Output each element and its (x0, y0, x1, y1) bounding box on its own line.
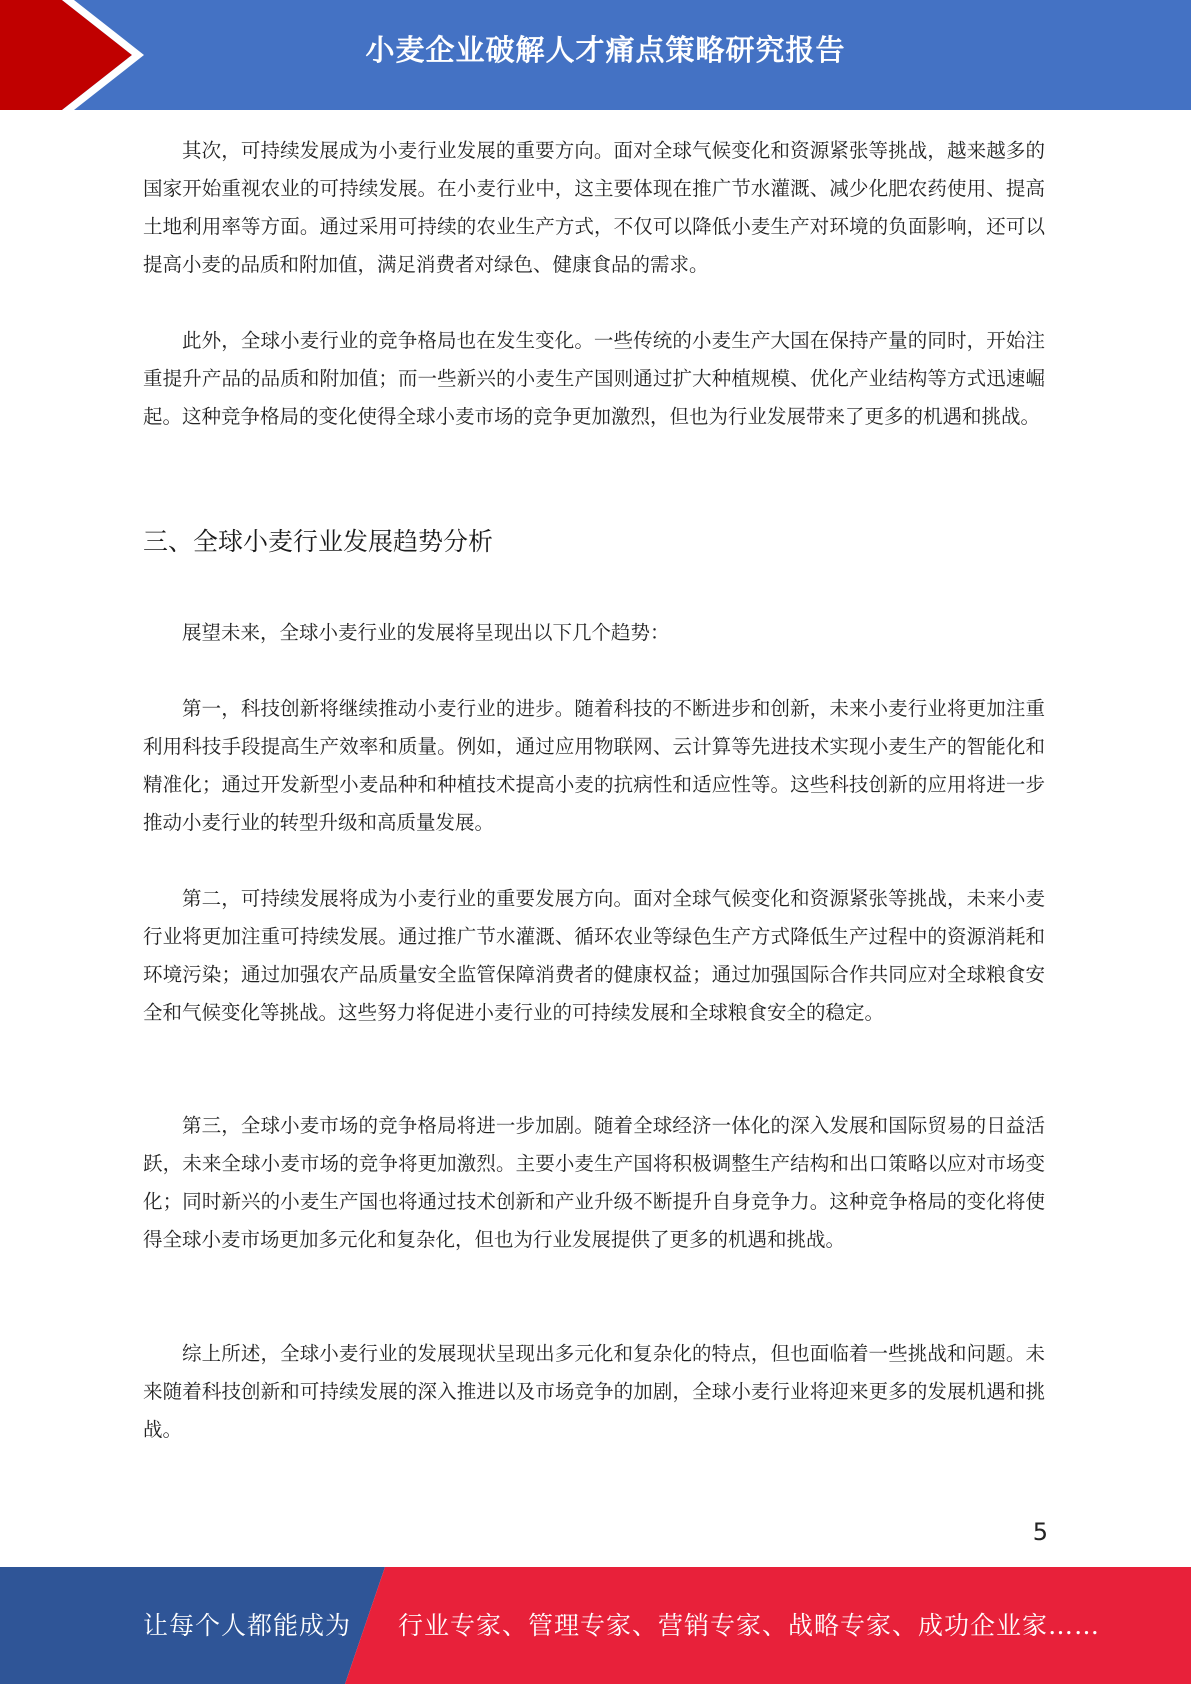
paragraph: 展望未来，全球小麦行业的发展将呈现出以下几个趋势： (182, 621, 670, 644)
page-footer (0, 1567, 1191, 1684)
paragraph: 第一，科技创新将继续推动小麦行业的进步。随着科技的不断进步和创新，未来小麦行业将更加注重利用科技手段提高生产效率和质量。例如，通过应用物联网、云计算等先进技术实现小麦生产的智能化和精准化；通过开发新型小麦品种和种植技术提高小麦的抗病性和适应性等。这些科技创新的应用将进一步推动小麦行业的转型升级和高质量发展。 (143, 697, 1045, 834)
page-number: 5 (1032, 1518, 1048, 1546)
section-heading: 三、全球小麦行业发展趋势分析 (143, 527, 494, 556)
paragraph: 第三，全球小麦市场的竞争格局将进一步加剧。随着全球经济一体化的深入发展和国际贸易的日益活跃，未来全球小麦市场的竞争将更加激烈。主要小麦生产国将积极调整生产结构和出口策略以应对市场变化；同时新兴的小麦生产国也将通过技术创新和产业升级不断提升自身竞争力。这种竞争格局的变化将使得全球小麦市场更加多元化和复杂化，但也为行业发展提供了更多的机遇和挑战。 (143, 1114, 1045, 1251)
page-header (0, 0, 1191, 110)
footer-slogan-left: 让每个人都能成为 (143, 1611, 352, 1640)
paragraph: 综上所述，全球小麦行业的发展现状呈现出多元化和复杂化的特点，但也面临着一些挑战和问题。未来随着科技创新和可持续发展的深入推进以及市场竞争的加剧，全球小麦行业将迎来更多的发展机遇和挑战。 (143, 1342, 1045, 1441)
paragraph: 第二，可持续发展将成为小麦行业的重要发展方向。面对全球气候变化和资源紧张等挑战，未来小麦行业将更加注重可持续发展。通过推广节水灌溉、循环农业等绿色生产方式降低生产过程中的资源消耗和环境污染；通过加强农产品质量安全监管保障消费者的健康权益；通过加强国际合作共同应对全球粮食安全和气候变化等挑战。这些努力将促进小麦行业的可持续发展和全球粮食安全的稳定。 (143, 887, 1045, 1024)
footer-slogan-right: 行业专家、管理专家、营销专家、战略专家、成功企业家…… (398, 1611, 1101, 1640)
report-title: 小麦企业破解人才痛点策略研究报告 (365, 33, 846, 67)
paragraph: 此外，全球小麦行业的竞争格局也在发生变化。一些传统的小麦生产大国在保持产量的同时，开始注重提升产品的品质和附加值；而一些新兴的小麦生产国则通过扩大种植规模、优化产业结构等方式迅速崛起。这种竞争格局的变化使得全球小麦市场的竞争更加激烈，但也为行业发展带来了更多的机遇和挑战。 (143, 329, 1045, 428)
paragraph: 其次，可持续发展成为小麦行业发展的重要方向。面对全球气候变化和资源紧张等挑战，越来越多的国家开始重视农业的可持续发展。在小麦行业中，这主要体现在推广节水灌溉、减少化肥农药使用、提高土地利用率等方面。通过采用可持续的农业生产方式，不仅可以降低小麦生产对环境的负面影响，还可以提高小麦的品质和附加值，满足消费者对绿色、健康食品的需求。 (143, 139, 1045, 276)
